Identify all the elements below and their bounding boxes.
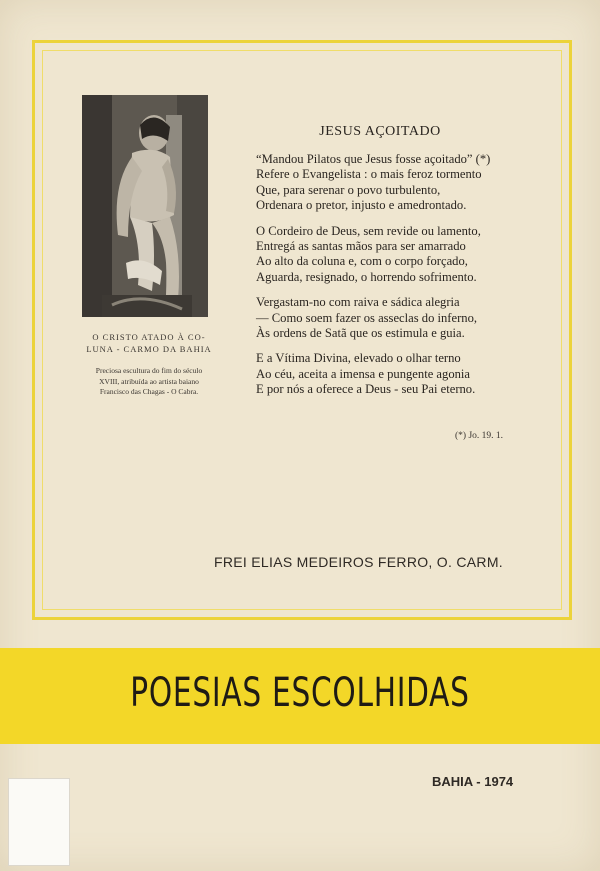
library-label xyxy=(8,778,70,866)
poem-line: Ao céu, aceita a imensa e pungente agonia xyxy=(256,366,470,381)
poem-line: E por nós a oferece a Deus - seu Pai eterno. xyxy=(256,382,476,397)
poem-line: Vergastam-no com raiva e sádica alegria xyxy=(256,295,460,310)
poem-line: Às ordens de Satã que os estimula e guia. xyxy=(256,326,465,341)
sculpture-illustration xyxy=(82,95,208,317)
caption-title-line: LUNA - CARMO DA BAHIA xyxy=(86,344,212,354)
poem-line: Ao alto da coluna e, com o corpo forçado, xyxy=(256,254,468,269)
caption-text-line: Preciosa escultura do fim do século xyxy=(95,366,203,375)
sculpture-photo xyxy=(82,95,208,317)
poem-stanza xyxy=(256,351,556,397)
poem-stanza xyxy=(256,152,556,214)
author-name: FREI ELIAS MEDEIROS FERRO, O. CARM. xyxy=(214,554,503,570)
poem-line: Que, para serenar o povo turbulento, xyxy=(256,182,441,197)
poem-line: “Mandou Pilatos que Jesus fosse açoitado” (*) xyxy=(256,152,491,166)
poem-line: Refere o Evangelista : o mais feroz tormento xyxy=(256,167,482,182)
poem-line: — Como soem fazer os asseclas do inferno, xyxy=(256,310,478,325)
poem-line: Entregá as santas mãos para ser amarrado xyxy=(256,239,466,254)
poem-body xyxy=(256,152,556,408)
caption-text-line: XVIII, atribuída ao artista baiano xyxy=(99,376,199,386)
poem-line: Aguarda, resignado, o horrendo sofrimento. xyxy=(256,269,477,284)
poem-line: O Cordeiro de Deus, sem revide ou lamento, xyxy=(256,223,481,238)
poem-title: JESUS AÇOITADO xyxy=(319,124,441,139)
caption-title-line: O CRISTO ATADO À CO- xyxy=(92,332,206,342)
imprint-place-year: BAHIA - 1974 xyxy=(432,774,514,789)
poem-stanza xyxy=(256,224,556,286)
photo-caption-title xyxy=(74,331,224,355)
poem-line: E a Vítima Divina, elevado o olhar terno xyxy=(256,351,461,366)
poem-stanza xyxy=(256,295,556,341)
poem-footnote: (*) Jo. 19. 1. xyxy=(455,431,504,441)
poem-line: Ordenara o pretor, injusto e amedrontado. xyxy=(256,198,467,213)
book-title: POESIAS ESCOLHIDAS xyxy=(130,670,470,716)
photo-caption-text xyxy=(74,366,224,398)
caption-text-line: Francisco das Chagas - O Cabra. xyxy=(99,387,199,396)
